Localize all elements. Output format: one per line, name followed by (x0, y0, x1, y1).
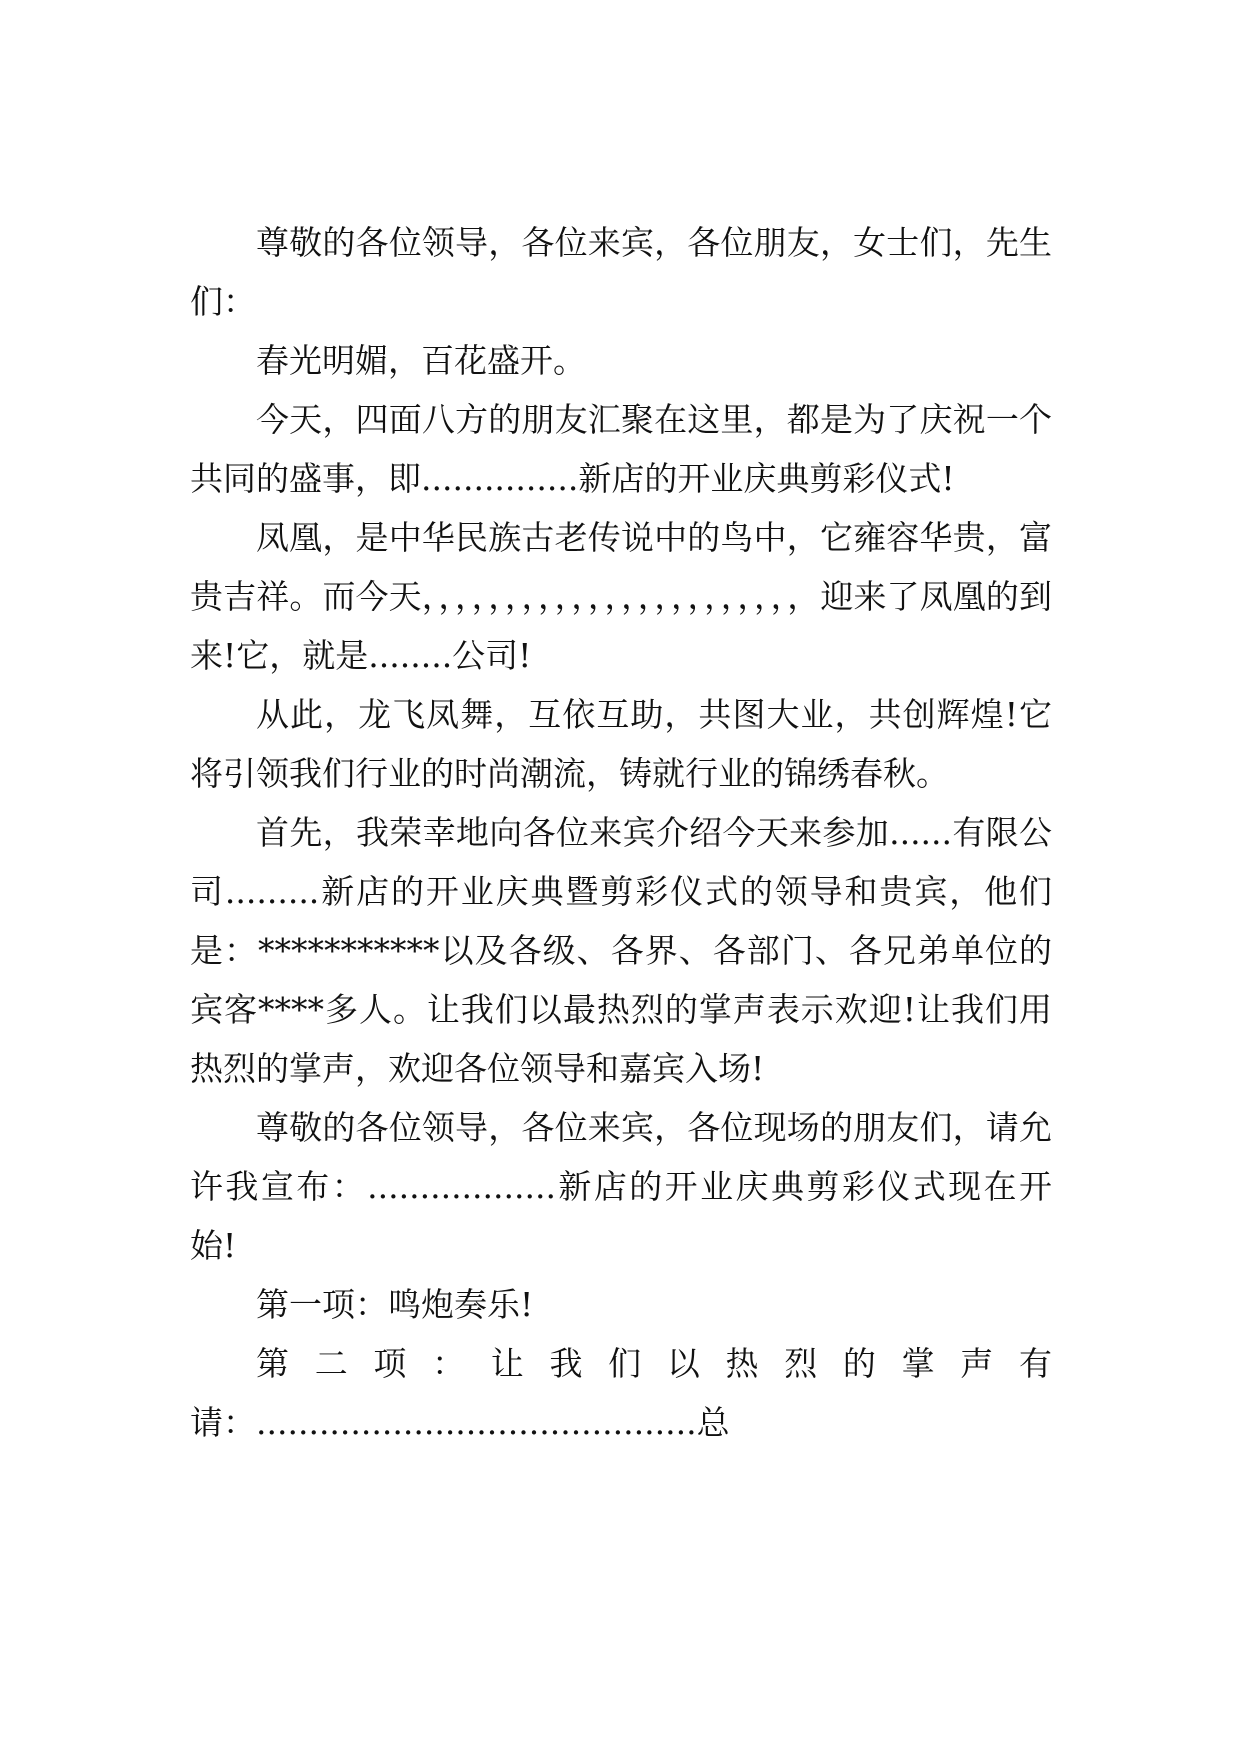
paragraph-item-one: 第一项：鸣炮奏乐! (256, 1285, 534, 1324)
paragraph-announcement: 尊敬的各位领导，各位来宾，各位现场的朋友们，请允许我宣布：..................新店的开业庆典剪彩仪式现在开始! (190, 1108, 1052, 1265)
paragraph-introduction: 首先，我荣幸地向各位来宾介绍今天来参加......有限公司.........新店的开业庆典暨剪彩仪式的领导和贵宾，他们是：***********以及各级、各界、各部门、各兄弟单位的宾客****多人。让我们以最热烈的掌声表示欢迎!让我们用热烈的掌声，欢迎各位领导和嘉宾入场! (190, 813, 1052, 1088)
paragraph-greeting: 尊敬的各位领导，各位来宾，各位朋友，女士们，先生们： (190, 223, 1052, 321)
paragraph-phoenix: 凤凰，是中华民族古老传说中的鸟中，它雍容华贵，富贵吉祥。而今天，，，，，，，，，，，，，，，，，，，，，，，迎来了凤凰的到来!它，就是........公司! (190, 518, 1052, 675)
paragraph-spring: 春光明媚，百花盛开。 (256, 341, 586, 380)
paragraph-today: 今天，四面八方的朋友汇聚在这里，都是为了庆祝一个共同的盛事，即...............新店的开业庆典剪彩仪式! (190, 400, 1052, 498)
paragraph-item-two: 第二项：让我们以热烈的掌声有请：..........................................总 (190, 1344, 1052, 1442)
paragraph-dragon: 从此，龙飞凤舞，互依互助，共图大业，共创辉煌!它将引领我们行业的时尚潮流，铸就行业的锦绣春秋。 (190, 695, 1052, 793)
speech-body (190, 213, 1052, 1452)
